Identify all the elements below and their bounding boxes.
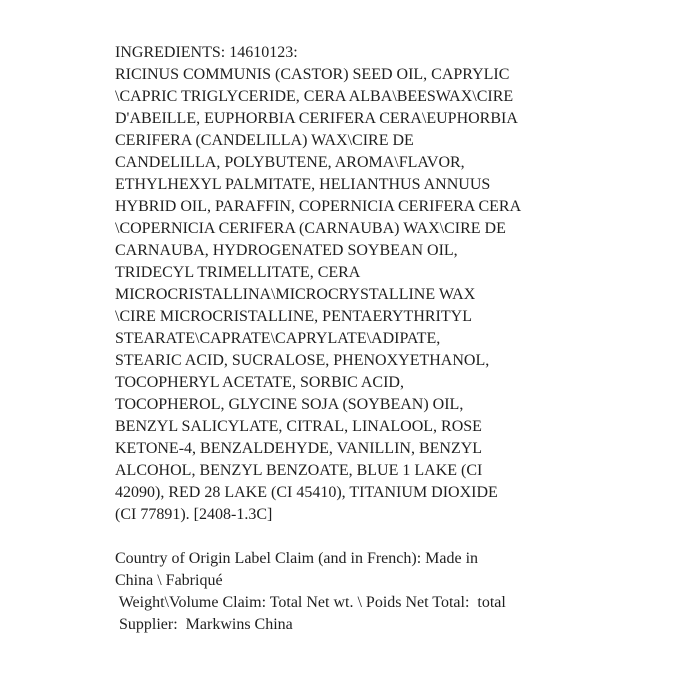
text-line: TRIDECYL TRIMELLITATE, CERA bbox=[115, 264, 361, 281]
claims-paragraph bbox=[115, 548, 521, 636]
text-line: MICROCRISTALLINA\MICROCRYSTALLINE WAX bbox=[115, 286, 476, 303]
text-line: BENZYL SALICYLATE, CITRAL, LINALOOL, ROSE bbox=[115, 418, 482, 435]
text-line: KETONE-4, BENZALDEHYDE, VANILLIN, BENZYL bbox=[115, 440, 483, 457]
ingredients-paragraph bbox=[115, 42, 521, 526]
text-line: TOCOPHEROL, GLYCINE SOJA (SOYBEAN) OIL, bbox=[115, 396, 464, 413]
text-line: Supplier: Markwins China bbox=[115, 616, 293, 633]
text-line: STEARIC ACID, SUCRALOSE, PHENOXYETHANOL, bbox=[115, 352, 490, 369]
text-line: (CI 77891). [2408-1.3C] bbox=[115, 506, 273, 523]
text-line: STEARATE\CAPRATE\CAPRYLATE\ADIPATE, bbox=[115, 330, 441, 347]
text-line: HYBRID OIL, PARAFFIN, COPERNICIA CERIFERA CERA bbox=[115, 198, 522, 215]
text-line: TOCOPHERYL ACETATE, SORBIC ACID, bbox=[115, 374, 404, 391]
text-line: China \ Fabriqué bbox=[115, 572, 223, 589]
text-line: CANDELILLA, POLYBUTENE, AROMA\FLAVOR, bbox=[115, 154, 465, 171]
text-line: CARNAUBA, HYDROGENATED SOYBEAN OIL, bbox=[115, 242, 458, 259]
text-line: \COPERNICIA CERIFERA (CARNAUBA) WAX\CIRE DE bbox=[115, 220, 506, 237]
text-line: CERIFERA (CANDELILLA) WAX\CIRE DE bbox=[115, 132, 414, 149]
text-line: \CIRE MICROCRISTALLINE, PENTAERYTHRITYL bbox=[115, 308, 472, 325]
text-line: 42090), RED 28 LAKE (CI 45410), TITANIUM DIOXIDE bbox=[115, 484, 498, 501]
text-line: ETHYLHEXYL PALMITATE, HELIANTHUS ANNUUS bbox=[115, 176, 491, 193]
label-text-block bbox=[115, 42, 521, 636]
text-line: ALCOHOL, BENZYL BENZOATE, BLUE 1 LAKE (CI bbox=[115, 462, 483, 479]
text-line: \CAPRIC TRIGLYCERIDE, CERA ALBA\BEESWAX\CIRE bbox=[115, 88, 514, 105]
text-line: Weight\Volume Claim: Total Net wt. \ Poids Net Total: total bbox=[115, 594, 506, 611]
text-line: INGREDIENTS: 14610123: bbox=[115, 44, 298, 61]
text-line: RICINUS COMMUNIS (CASTOR) SEED OIL, CAPRYLIC bbox=[115, 66, 510, 83]
text-line: Country of Origin Label Claim (and in French): Made in bbox=[115, 550, 479, 567]
text-line: D'ABEILLE, EUPHORBIA CERIFERA CERA\EUPHORBIA bbox=[115, 110, 518, 127]
